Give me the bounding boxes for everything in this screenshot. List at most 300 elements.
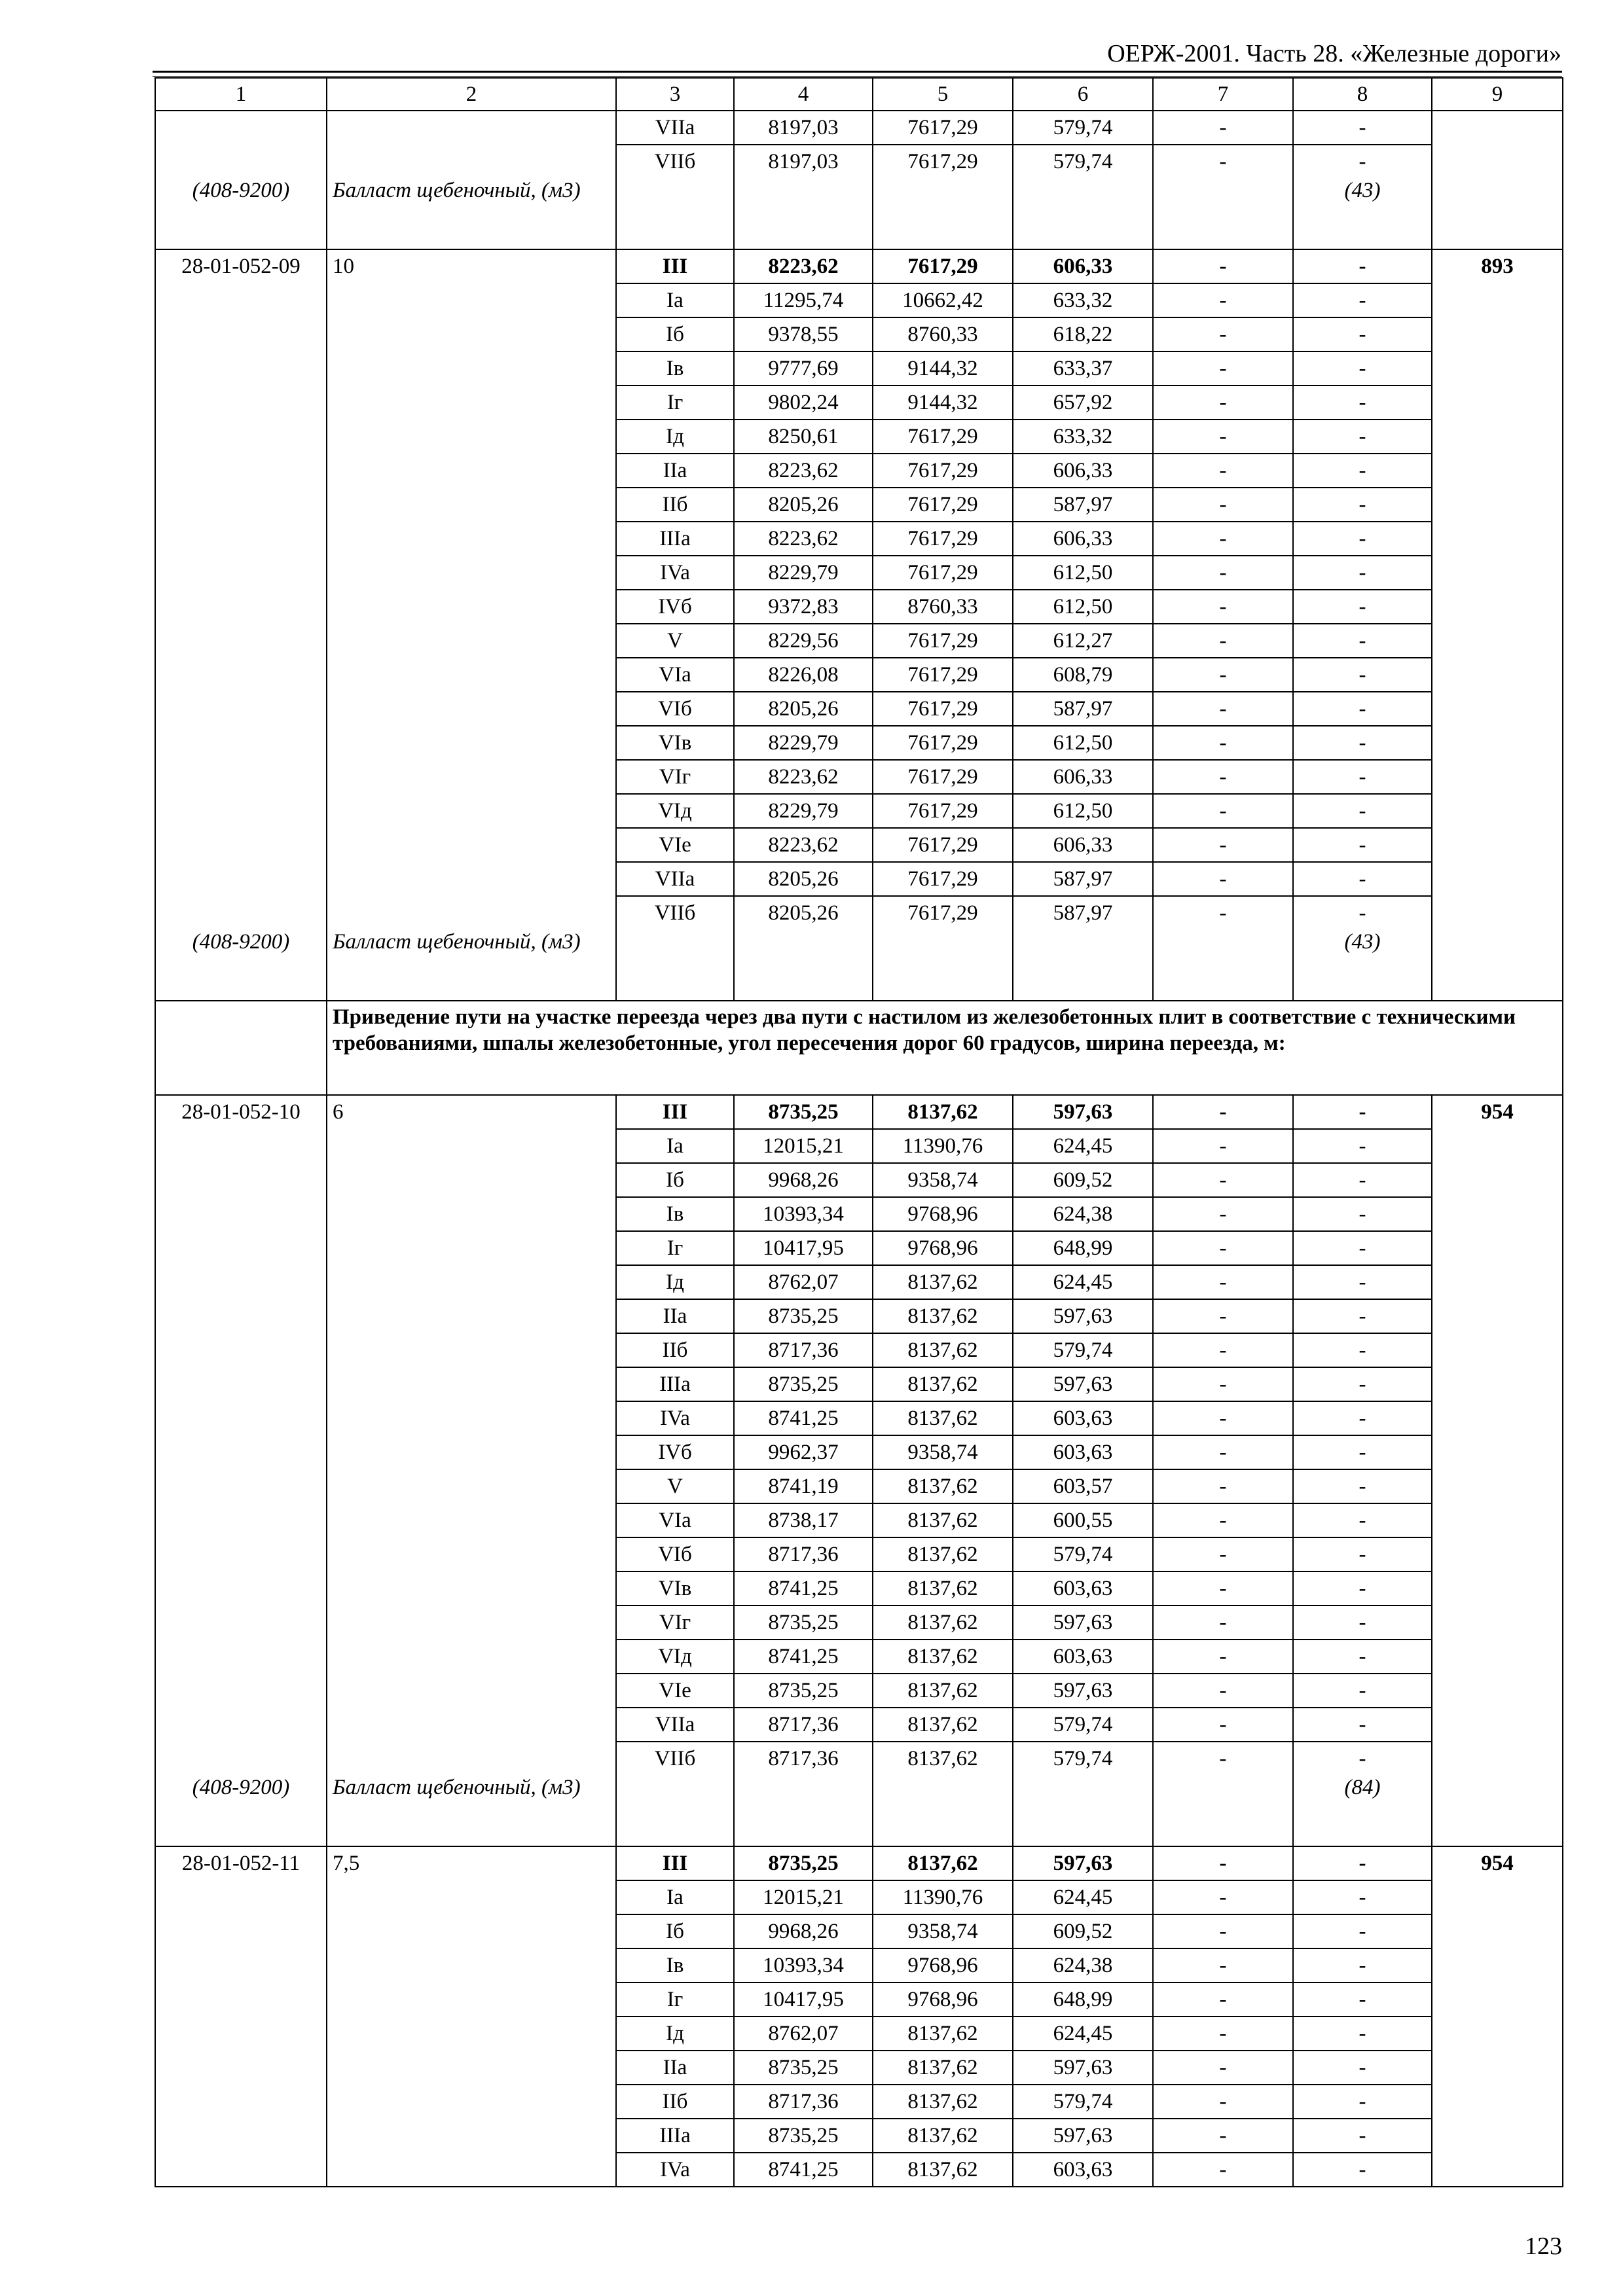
- table-row: [155, 692, 1563, 726]
- cell-c3: VIв: [616, 1571, 734, 1605]
- cell-c5: 8137,62: [873, 1674, 1013, 1708]
- cell-c6: 612,27: [1013, 624, 1153, 658]
- cell-c4: 8717,36: [734, 1333, 873, 1367]
- cell-c8: -: [1293, 624, 1432, 658]
- empty-cell: [873, 1775, 1013, 1846]
- cell-c3: Ia: [616, 1129, 734, 1163]
- code-cell: [155, 1163, 327, 1197]
- cell-c6: 606,33: [1013, 522, 1153, 556]
- cell-c8: -: [1293, 760, 1432, 794]
- table-row: [155, 1163, 1563, 1197]
- cell-c3: IIa: [616, 1299, 734, 1333]
- parameter-cell: 10: [327, 249, 616, 283]
- table-row: [155, 522, 1563, 556]
- code-cell: [155, 556, 327, 590]
- cell-c7: -: [1153, 1265, 1293, 1299]
- cell-c8: -: [1293, 386, 1432, 420]
- cell-c8: -: [1293, 726, 1432, 760]
- parameter-cell: [327, 386, 616, 420]
- cell-c5: 8137,62: [873, 1708, 1013, 1742]
- cell-c3: Ia: [616, 1880, 734, 1914]
- cell-c8: -: [1293, 1674, 1432, 1708]
- table-row: [155, 1982, 1563, 2017]
- table-row: [155, 386, 1563, 420]
- parameter-cell: [327, 488, 616, 522]
- cell-c7: -: [1153, 2153, 1293, 2187]
- cell-c3: VIIa: [616, 111, 734, 145]
- cell-c3: Iв: [616, 351, 734, 386]
- cell-c7: -: [1153, 1880, 1293, 1914]
- cell-c3: VIa: [616, 658, 734, 692]
- cell-c8: -: [1293, 522, 1432, 556]
- labor-cell: [1432, 794, 1563, 828]
- code-cell: [155, 1265, 327, 1299]
- parameter-cell: [327, 1982, 616, 2017]
- cell-c7: -: [1153, 2017, 1293, 2051]
- ballast-quantity: (84): [1293, 1775, 1432, 1846]
- cell-c3: IIIa: [616, 2119, 734, 2153]
- parameter-cell: [327, 522, 616, 556]
- cell-c7: -: [1153, 1571, 1293, 1605]
- table-row: [155, 1503, 1563, 1537]
- empty-cell: [1432, 929, 1563, 1001]
- cell-c8: -: [1293, 283, 1432, 317]
- code-cell: [155, 1948, 327, 1982]
- code-cell: [155, 283, 327, 317]
- cell-c7: -: [1153, 1948, 1293, 1982]
- empty-cell: [155, 1001, 327, 1095]
- labor-cell: 954: [1432, 1846, 1563, 1880]
- cell-c8: -: [1293, 145, 1432, 178]
- cell-c7: -: [1153, 420, 1293, 454]
- parameter-cell: [327, 1674, 616, 1708]
- labor-cell: [1432, 283, 1563, 317]
- cell-c7: -: [1153, 488, 1293, 522]
- cell-c3: IIб: [616, 2085, 734, 2119]
- code-cell: [155, 1708, 327, 1742]
- cell-c4: 8762,07: [734, 1265, 873, 1299]
- ballast-code: (408-9200): [155, 929, 327, 1001]
- cell-c7: -: [1153, 828, 1293, 862]
- cell-c8: -: [1293, 111, 1432, 145]
- code-cell: [155, 1231, 327, 1265]
- table-row: [155, 1231, 1563, 1265]
- cell-c6: 624,38: [1013, 1197, 1153, 1231]
- empty-cell: [734, 1775, 873, 1846]
- cell-c8: -: [1293, 1435, 1432, 1469]
- cell-c4: 8205,26: [734, 862, 873, 896]
- labor-cell: [1432, 1640, 1563, 1674]
- cell-c5: 7617,29: [873, 454, 1013, 488]
- parameter-cell: [327, 2051, 616, 2085]
- cell-c3: IIIa: [616, 522, 734, 556]
- cell-c7: -: [1153, 454, 1293, 488]
- cell-c3: III: [616, 1095, 734, 1129]
- table-row: [155, 1095, 1563, 1129]
- cell-c6: 579,74: [1013, 1742, 1153, 1775]
- cell-c3: VIIб: [616, 1742, 734, 1775]
- cell-c8: -: [1293, 1640, 1432, 1674]
- cell-c7: -: [1153, 1674, 1293, 1708]
- code-cell: [155, 1503, 327, 1537]
- table-row: [155, 145, 1563, 178]
- labor-cell: [1432, 1231, 1563, 1265]
- cell-c4: 8741,25: [734, 1640, 873, 1674]
- labor-cell: [1432, 1401, 1563, 1435]
- code-cell: [155, 2051, 327, 2085]
- column-number-5: 5: [873, 78, 1013, 111]
- code-cell: 28-01-052-10: [155, 1095, 327, 1129]
- code-cell: [155, 1742, 327, 1775]
- parameter-cell: [327, 2153, 616, 2187]
- cell-c5: 8137,62: [873, 2085, 1013, 2119]
- cell-c6: 597,63: [1013, 2051, 1153, 2085]
- cell-c3: Iд: [616, 1265, 734, 1299]
- cell-c8: -: [1293, 1742, 1432, 1775]
- cell-c6: 612,50: [1013, 556, 1153, 590]
- parameter-cell: [327, 590, 616, 624]
- cell-c4: 8223,62: [734, 828, 873, 862]
- page-number: 123: [1525, 2233, 1562, 2260]
- empty-cell: [616, 929, 734, 1001]
- cell-c4: 8197,03: [734, 145, 873, 178]
- cell-c3: Iб: [616, 1914, 734, 1948]
- cell-c6: 608,79: [1013, 658, 1153, 692]
- parameter-cell: [327, 1537, 616, 1571]
- parameter-cell: [327, 556, 616, 590]
- cell-c8: -: [1293, 317, 1432, 351]
- labor-cell: [1432, 658, 1563, 692]
- cell-c7: -: [1153, 1469, 1293, 1503]
- table-row: [155, 1880, 1563, 1914]
- code-cell: [155, 317, 327, 351]
- column-number-7: 7: [1153, 78, 1293, 111]
- parameter-cell: [327, 1742, 616, 1775]
- cell-c7: -: [1153, 249, 1293, 283]
- cell-c6: 633,37: [1013, 351, 1153, 386]
- cell-c6: 624,45: [1013, 1880, 1153, 1914]
- cell-c4: 8229,79: [734, 726, 873, 760]
- code-cell: [155, 1197, 327, 1231]
- ballast-row: [155, 929, 1563, 1001]
- code-cell: [155, 624, 327, 658]
- cell-c6: 579,74: [1013, 1333, 1153, 1367]
- cell-c8: -: [1293, 896, 1432, 929]
- code-cell: [155, 522, 327, 556]
- labor-cell: [1432, 317, 1563, 351]
- parameter-cell: [327, 1880, 616, 1914]
- cell-c3: VIг: [616, 1605, 734, 1640]
- cell-c4: 8250,61: [734, 420, 873, 454]
- empty-cell: [1013, 1775, 1153, 1846]
- code-cell: [155, 1640, 327, 1674]
- labor-cell: [1432, 828, 1563, 862]
- cell-c8: -: [1293, 1401, 1432, 1435]
- labor-cell: [1432, 2153, 1563, 2187]
- code-cell: [155, 1469, 327, 1503]
- cell-c5: 8137,62: [873, 1537, 1013, 1571]
- table-row: [155, 1469, 1563, 1503]
- labor-cell: 893: [1432, 249, 1563, 283]
- labor-cell: [1432, 1605, 1563, 1640]
- labor-cell: [1432, 1503, 1563, 1537]
- code-cell: [155, 896, 327, 929]
- cell-c6: 579,74: [1013, 111, 1153, 145]
- parameter-cell: [327, 2017, 616, 2051]
- code-cell: [155, 862, 327, 896]
- ballast-row: [155, 178, 1563, 249]
- empty-cell: [1153, 178, 1293, 249]
- cell-c6: 597,63: [1013, 1674, 1153, 1708]
- cell-c4: 8762,07: [734, 2017, 873, 2051]
- cell-c5: 8137,62: [873, 1640, 1013, 1674]
- parameter-cell: [327, 1605, 616, 1640]
- parameter-cell: [327, 1197, 616, 1231]
- cell-c3: VIг: [616, 760, 734, 794]
- cell-c7: -: [1153, 1401, 1293, 1435]
- code-cell: [155, 828, 327, 862]
- code-cell: [155, 794, 327, 828]
- code-cell: [155, 760, 327, 794]
- labor-cell: [1432, 1674, 1563, 1708]
- cell-c7: -: [1153, 283, 1293, 317]
- cell-c7: -: [1153, 624, 1293, 658]
- parameter-cell: [327, 2119, 616, 2153]
- table-row: [155, 488, 1563, 522]
- cell-c3: IVa: [616, 1401, 734, 1435]
- table-row: [155, 896, 1563, 929]
- cell-c3: VIв: [616, 726, 734, 760]
- cell-c5: 7617,29: [873, 145, 1013, 178]
- cell-c8: -: [1293, 1129, 1432, 1163]
- code-cell: [155, 1435, 327, 1469]
- cell-c4: 8197,03: [734, 111, 873, 145]
- cell-c5: 7617,29: [873, 488, 1013, 522]
- empty-cell: [734, 178, 873, 249]
- table-row: [155, 1367, 1563, 1401]
- code-cell: [155, 1129, 327, 1163]
- cell-c3: VIe: [616, 1674, 734, 1708]
- cell-c5: 7617,29: [873, 726, 1013, 760]
- table-row: [155, 726, 1563, 760]
- parameter-cell: [327, 2085, 616, 2119]
- cell-c4: 12015,21: [734, 1880, 873, 1914]
- labor-cell: [1432, 692, 1563, 726]
- cell-c3: Iб: [616, 317, 734, 351]
- cell-c4: 8735,25: [734, 1367, 873, 1401]
- cell-c5: 7617,29: [873, 760, 1013, 794]
- cell-c6: 606,33: [1013, 249, 1153, 283]
- cell-c6: 587,97: [1013, 896, 1153, 929]
- labor-cell: [1432, 522, 1563, 556]
- code-cell: [155, 1333, 327, 1367]
- parameter-cell: [327, 760, 616, 794]
- cell-c3: V: [616, 624, 734, 658]
- empty-cell: [873, 178, 1013, 249]
- labor-cell: [1432, 1948, 1563, 1982]
- labor-cell: [1432, 1129, 1563, 1163]
- cell-c4: 8741,19: [734, 1469, 873, 1503]
- header-rule-thick: [153, 71, 1562, 73]
- labor-cell: [1432, 111, 1563, 145]
- parameter-cell: [327, 1640, 616, 1674]
- labor-cell: [1432, 726, 1563, 760]
- cell-c3: IVб: [616, 590, 734, 624]
- code-cell: [155, 1537, 327, 1571]
- parameter-cell: [327, 1333, 616, 1367]
- section-title: Приведение пути на участке переезда через два пути с настилом из железобетонных плит в соответствие с техническими требованиями, шпалы железобетонные, угол пересечения дорог 60 градусов, ширина переезда, м:: [327, 1001, 1563, 1095]
- cell-c5: 7617,29: [873, 896, 1013, 929]
- labor-cell: [1432, 1163, 1563, 1197]
- ballast-name: Балласт щебеночный, (м3): [327, 178, 616, 249]
- cell-c3: VIa: [616, 1503, 734, 1537]
- code-cell: [155, 726, 327, 760]
- cell-c3: VIIa: [616, 1708, 734, 1742]
- column-number-3: 3: [616, 78, 734, 111]
- cell-c5: 7617,29: [873, 420, 1013, 454]
- labor-cell: [1432, 1982, 1563, 2017]
- cell-c5: 10662,42: [873, 283, 1013, 317]
- ballast-code: (408-9200): [155, 178, 327, 249]
- cell-c4: 8226,08: [734, 658, 873, 692]
- cell-c5: 9358,74: [873, 1914, 1013, 1948]
- parameter-cell: [327, 317, 616, 351]
- cell-c3: VIб: [616, 692, 734, 726]
- cell-c7: -: [1153, 2085, 1293, 2119]
- cell-c3: VIб: [616, 1537, 734, 1571]
- cell-c3: III: [616, 249, 734, 283]
- cell-c4: 8717,36: [734, 1537, 873, 1571]
- cell-c5: 8137,62: [873, 1503, 1013, 1537]
- parameter-cell: [327, 1435, 616, 1469]
- cell-c5: 11390,76: [873, 1880, 1013, 1914]
- table-row: [155, 1914, 1563, 1948]
- table-row: [155, 794, 1563, 828]
- cell-c8: -: [1293, 2017, 1432, 2051]
- cell-c5: 8137,62: [873, 1095, 1013, 1129]
- cell-c5: 9144,32: [873, 386, 1013, 420]
- column-number-6: 6: [1013, 78, 1153, 111]
- cell-c6: 606,33: [1013, 828, 1153, 862]
- cell-c5: 7617,29: [873, 249, 1013, 283]
- table-row: [155, 1948, 1563, 1982]
- labor-cell: [1432, 1742, 1563, 1775]
- table-row: [155, 1742, 1563, 1775]
- cell-c8: -: [1293, 590, 1432, 624]
- cell-c8: -: [1293, 1914, 1432, 1948]
- cell-c6: 603,63: [1013, 2153, 1153, 2187]
- cell-c8: -: [1293, 1469, 1432, 1503]
- cell-c7: -: [1153, 1537, 1293, 1571]
- table-row: [155, 1708, 1563, 1742]
- cell-c6: 603,63: [1013, 1435, 1153, 1469]
- labor-cell: [1432, 351, 1563, 386]
- code-cell: [155, 2017, 327, 2051]
- cell-c5: 7617,29: [873, 556, 1013, 590]
- parameter-cell: [327, 1231, 616, 1265]
- code-cell: [155, 145, 327, 178]
- parameter-cell: [327, 283, 616, 317]
- labor-cell: 954: [1432, 1095, 1563, 1129]
- cell-c7: -: [1153, 692, 1293, 726]
- cell-c8: -: [1293, 420, 1432, 454]
- labor-cell: [1432, 1537, 1563, 1571]
- cell-c8: -: [1293, 1571, 1432, 1605]
- cell-c5: 8137,62: [873, 2051, 1013, 2085]
- labor-cell: [1432, 2085, 1563, 2119]
- cell-c3: VIд: [616, 794, 734, 828]
- empty-cell: [1013, 929, 1153, 1001]
- cell-c5: 9768,96: [873, 1948, 1013, 1982]
- empty-cell: [616, 178, 734, 249]
- cell-c8: -: [1293, 1880, 1432, 1914]
- cell-c3: Iв: [616, 1948, 734, 1982]
- cell-c4: 8741,25: [734, 1401, 873, 1435]
- ballast-name: Балласт щебеночный, (м3): [327, 929, 616, 1001]
- parameter-cell: [327, 111, 616, 145]
- labor-cell: [1432, 760, 1563, 794]
- table-row: [155, 862, 1563, 896]
- table-row: [155, 828, 1563, 862]
- cell-c5: 9358,74: [873, 1163, 1013, 1197]
- cell-c4: 11295,74: [734, 283, 873, 317]
- page-header-title: ОЕРЖ-2001. Часть 28. «Железные дороги»: [1107, 40, 1561, 67]
- cell-c8: -: [1293, 1708, 1432, 1742]
- labor-cell: [1432, 488, 1563, 522]
- cell-c5: 8137,62: [873, 1571, 1013, 1605]
- cell-c5: 8137,62: [873, 1401, 1013, 1435]
- code-cell: [155, 1914, 327, 1948]
- cell-c6: 597,63: [1013, 1605, 1153, 1640]
- cell-c7: -: [1153, 1367, 1293, 1401]
- cell-c3: Iб: [616, 1163, 734, 1197]
- cell-c5: 8137,62: [873, 1299, 1013, 1333]
- price-table: [155, 77, 1563, 2187]
- cell-c3: IIa: [616, 2051, 734, 2085]
- cell-c6: 633,32: [1013, 420, 1153, 454]
- parameter-cell: [327, 1299, 616, 1333]
- ballast-code: (408-9200): [155, 1775, 327, 1846]
- cell-c8: -: [1293, 1982, 1432, 2017]
- parameter-cell: [327, 1571, 616, 1605]
- empty-cell: [1013, 178, 1153, 249]
- ballast-row: [155, 1775, 1563, 1846]
- code-cell: [155, 1605, 327, 1640]
- code-cell: [155, 386, 327, 420]
- cell-c7: -: [1153, 1605, 1293, 1640]
- table-row: [155, 1571, 1563, 1605]
- table-row: [155, 317, 1563, 351]
- labor-cell: [1432, 896, 1563, 929]
- cell-c8: -: [1293, 1265, 1432, 1299]
- labor-cell: [1432, 590, 1563, 624]
- code-cell: [155, 1982, 327, 2017]
- cell-c8: -: [1293, 1163, 1432, 1197]
- cell-c4: 8738,17: [734, 1503, 873, 1537]
- cell-c6: 587,97: [1013, 488, 1153, 522]
- cell-c5: 8137,62: [873, 1469, 1013, 1503]
- cell-c7: -: [1153, 2051, 1293, 2085]
- column-number-9: 9: [1432, 78, 1563, 111]
- cell-c8: -: [1293, 1095, 1432, 1129]
- parameter-cell: [327, 828, 616, 862]
- cell-c7: -: [1153, 590, 1293, 624]
- cell-c4: 8223,62: [734, 760, 873, 794]
- cell-c5: 8137,62: [873, 1333, 1013, 1367]
- table-row: [155, 1197, 1563, 1231]
- cell-c4: 8735,25: [734, 1674, 873, 1708]
- table-row: [155, 1299, 1563, 1333]
